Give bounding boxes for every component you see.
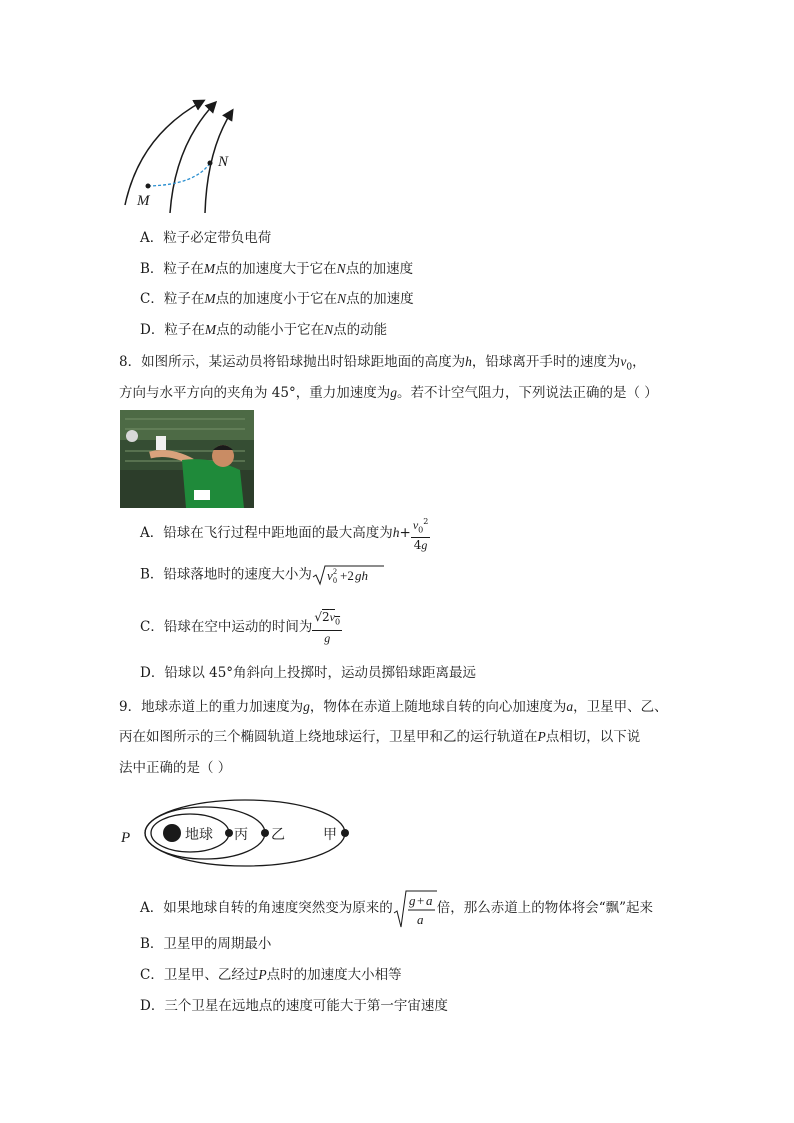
q7-option-c: C．粒子在M点的加速度小于它在N点的加速度 (140, 291, 414, 307)
svg-text:a: a (416, 911, 424, 927)
bing-label: 丙 (234, 827, 248, 843)
svg-text:g: g (408, 892, 416, 908)
svg-text:+: + (416, 892, 425, 908)
q8-stem-line1: 8．如图所示，某运动员将铅球抛出时铅球距地面的高度为h，铅球离开手时的速度为$v_0$， (119, 354, 646, 373)
field-line-2 (170, 103, 215, 213)
q8-stem-line2: 方向与水平方向的夹角为 45°，重力加速度为g。若不计空气阻力，下列说法正确的是（ ） (119, 385, 658, 401)
q9-stem-line2: 丙在如图所示的三个椭圆轨道上绕地球运行，卫星甲和乙的运行轨道在P点相切，以下说 (119, 729, 641, 745)
q8-option-d: D．铅球以 45°角斜向上投掷时，运动员掷铅球距离最远 (140, 665, 477, 681)
q9-option-b: B．卫星甲的周期最小 (140, 936, 272, 952)
jia-label: 甲 (323, 827, 337, 843)
earth-label: 地球 (185, 827, 213, 843)
shot-put-photo (120, 410, 254, 508)
q9-option-c: C．卫星甲、乙经过P点时的加速度大小相等 (140, 967, 402, 983)
satellite-jia-dot (341, 829, 349, 837)
q9-stem-line3: 法中正确的是（ ） (119, 760, 232, 776)
field-line-diagram (115, 95, 245, 215)
q9-stem-line1: 9．地球赤道上的重力加速度为g，物体在赤道上随地球自转的向心加速度为a，卫星甲、乙、 (119, 699, 668, 715)
svg-text:+2: +2 (339, 568, 354, 583)
svg-text:gh: gh (354, 568, 368, 583)
point-n-label: N (218, 154, 229, 170)
point-n-dot (208, 161, 213, 166)
satellite-yi-dot (261, 829, 269, 837)
point-p-label: P (121, 830, 131, 846)
svg-text:0: 0 (332, 576, 337, 585)
yi-label: 乙 (271, 827, 285, 843)
sqrt-expression (312, 564, 384, 586)
svg-text:v: v (326, 568, 333, 583)
q8-option-c: C．铅球在空中运动的时间为 $\frac{√2v_0}{g}$ (140, 610, 341, 645)
earth-dot (163, 824, 181, 842)
q7-option-a: A．粒子必定带负电荷 (140, 230, 272, 246)
field-line-1 (125, 101, 203, 205)
satellite-bing-dot (225, 829, 233, 837)
point-m-dot (146, 184, 151, 189)
orbit-diagram (115, 795, 360, 875)
shot-put-ball (126, 430, 138, 442)
point-m-label: M (137, 193, 150, 209)
q8-option-b: B．铅球落地时的速度大小为 v 0 2 +2 gh (140, 564, 384, 586)
sqrt-fraction (393, 888, 437, 929)
q8-option-a: A．铅球在飞行过程中距地面的最大高度为h+ $\frac{v_0^2}{4g}$ (140, 517, 429, 553)
q9-option-a: A．如果地球自转的角速度突然变为原来的 g + a a 倍，那么赤道上的物体将会“飘”起来 (140, 888, 653, 929)
q7-option-d: D．粒子在M点的动能小于它在N点的动能 (140, 322, 388, 338)
q9-option-d: D．三个卫星在远地点的速度可能大于第一宇宙速度 (140, 998, 448, 1014)
svg-text:a: a (425, 892, 433, 908)
svg-text:2: 2 (332, 567, 337, 576)
q7-option-b: B．粒子在M点的加速度大于它在N点的加速度 (140, 261, 414, 277)
